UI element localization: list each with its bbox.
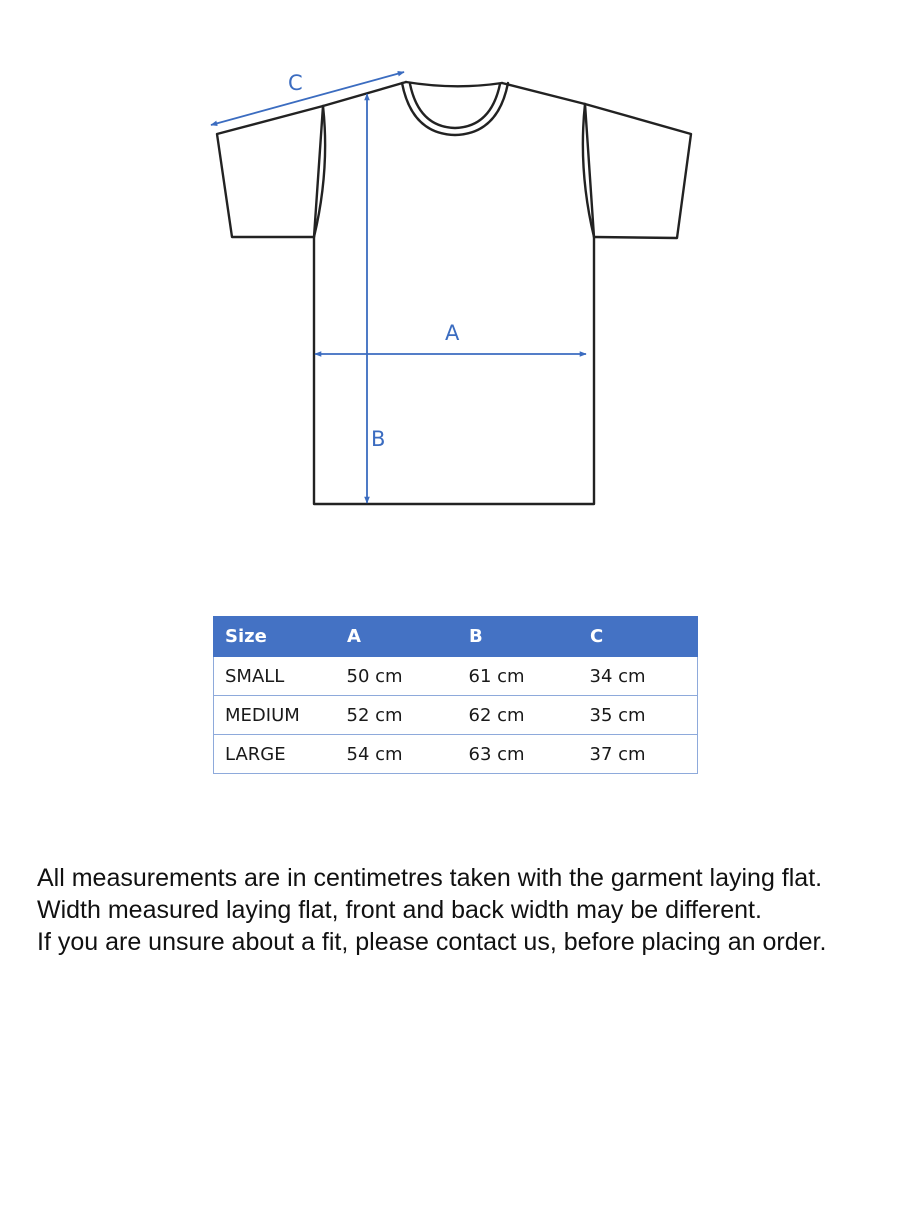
b-cell: 63 cm	[458, 735, 579, 774]
size-table	[213, 616, 698, 774]
header-b: B	[458, 617, 579, 657]
size-cell: SMALL	[214, 657, 336, 696]
dimension-a-label: A	[445, 321, 460, 345]
table-row	[214, 735, 698, 774]
table-header-row	[214, 617, 698, 657]
note-line: If you are unsure about a fit, please contact us, before placing an order.	[37, 928, 827, 956]
note-line: All measurements are in centimetres taken with the garment laying flat.	[37, 864, 823, 892]
dimension-b-label: B	[371, 427, 386, 451]
measurement-notes	[37, 862, 897, 958]
size-cell: LARGE	[214, 735, 336, 774]
b-cell: 62 cm	[458, 696, 579, 735]
table-row	[214, 657, 698, 696]
note-line: Width measured laying flat, front and back width may be different.	[37, 896, 762, 924]
a-cell: 54 cm	[336, 735, 458, 774]
table-row	[214, 696, 698, 735]
header-a: A	[336, 617, 458, 657]
header-size: Size	[214, 617, 336, 657]
tshirt-measurement-diagram	[0, 0, 907, 600]
a-cell: 52 cm	[336, 696, 458, 735]
dimension-c-arrow	[211, 72, 404, 125]
a-cell: 50 cm	[336, 657, 458, 696]
dimension-c-label: C	[288, 71, 303, 95]
c-cell: 35 cm	[579, 696, 698, 735]
header-c: C	[579, 617, 698, 657]
measurement-arrows	[211, 72, 586, 503]
c-cell: 34 cm	[579, 657, 698, 696]
size-cell: MEDIUM	[214, 696, 336, 735]
tshirt-outline-icon	[217, 82, 691, 504]
b-cell: 61 cm	[458, 657, 579, 696]
c-cell: 37 cm	[579, 735, 698, 774]
